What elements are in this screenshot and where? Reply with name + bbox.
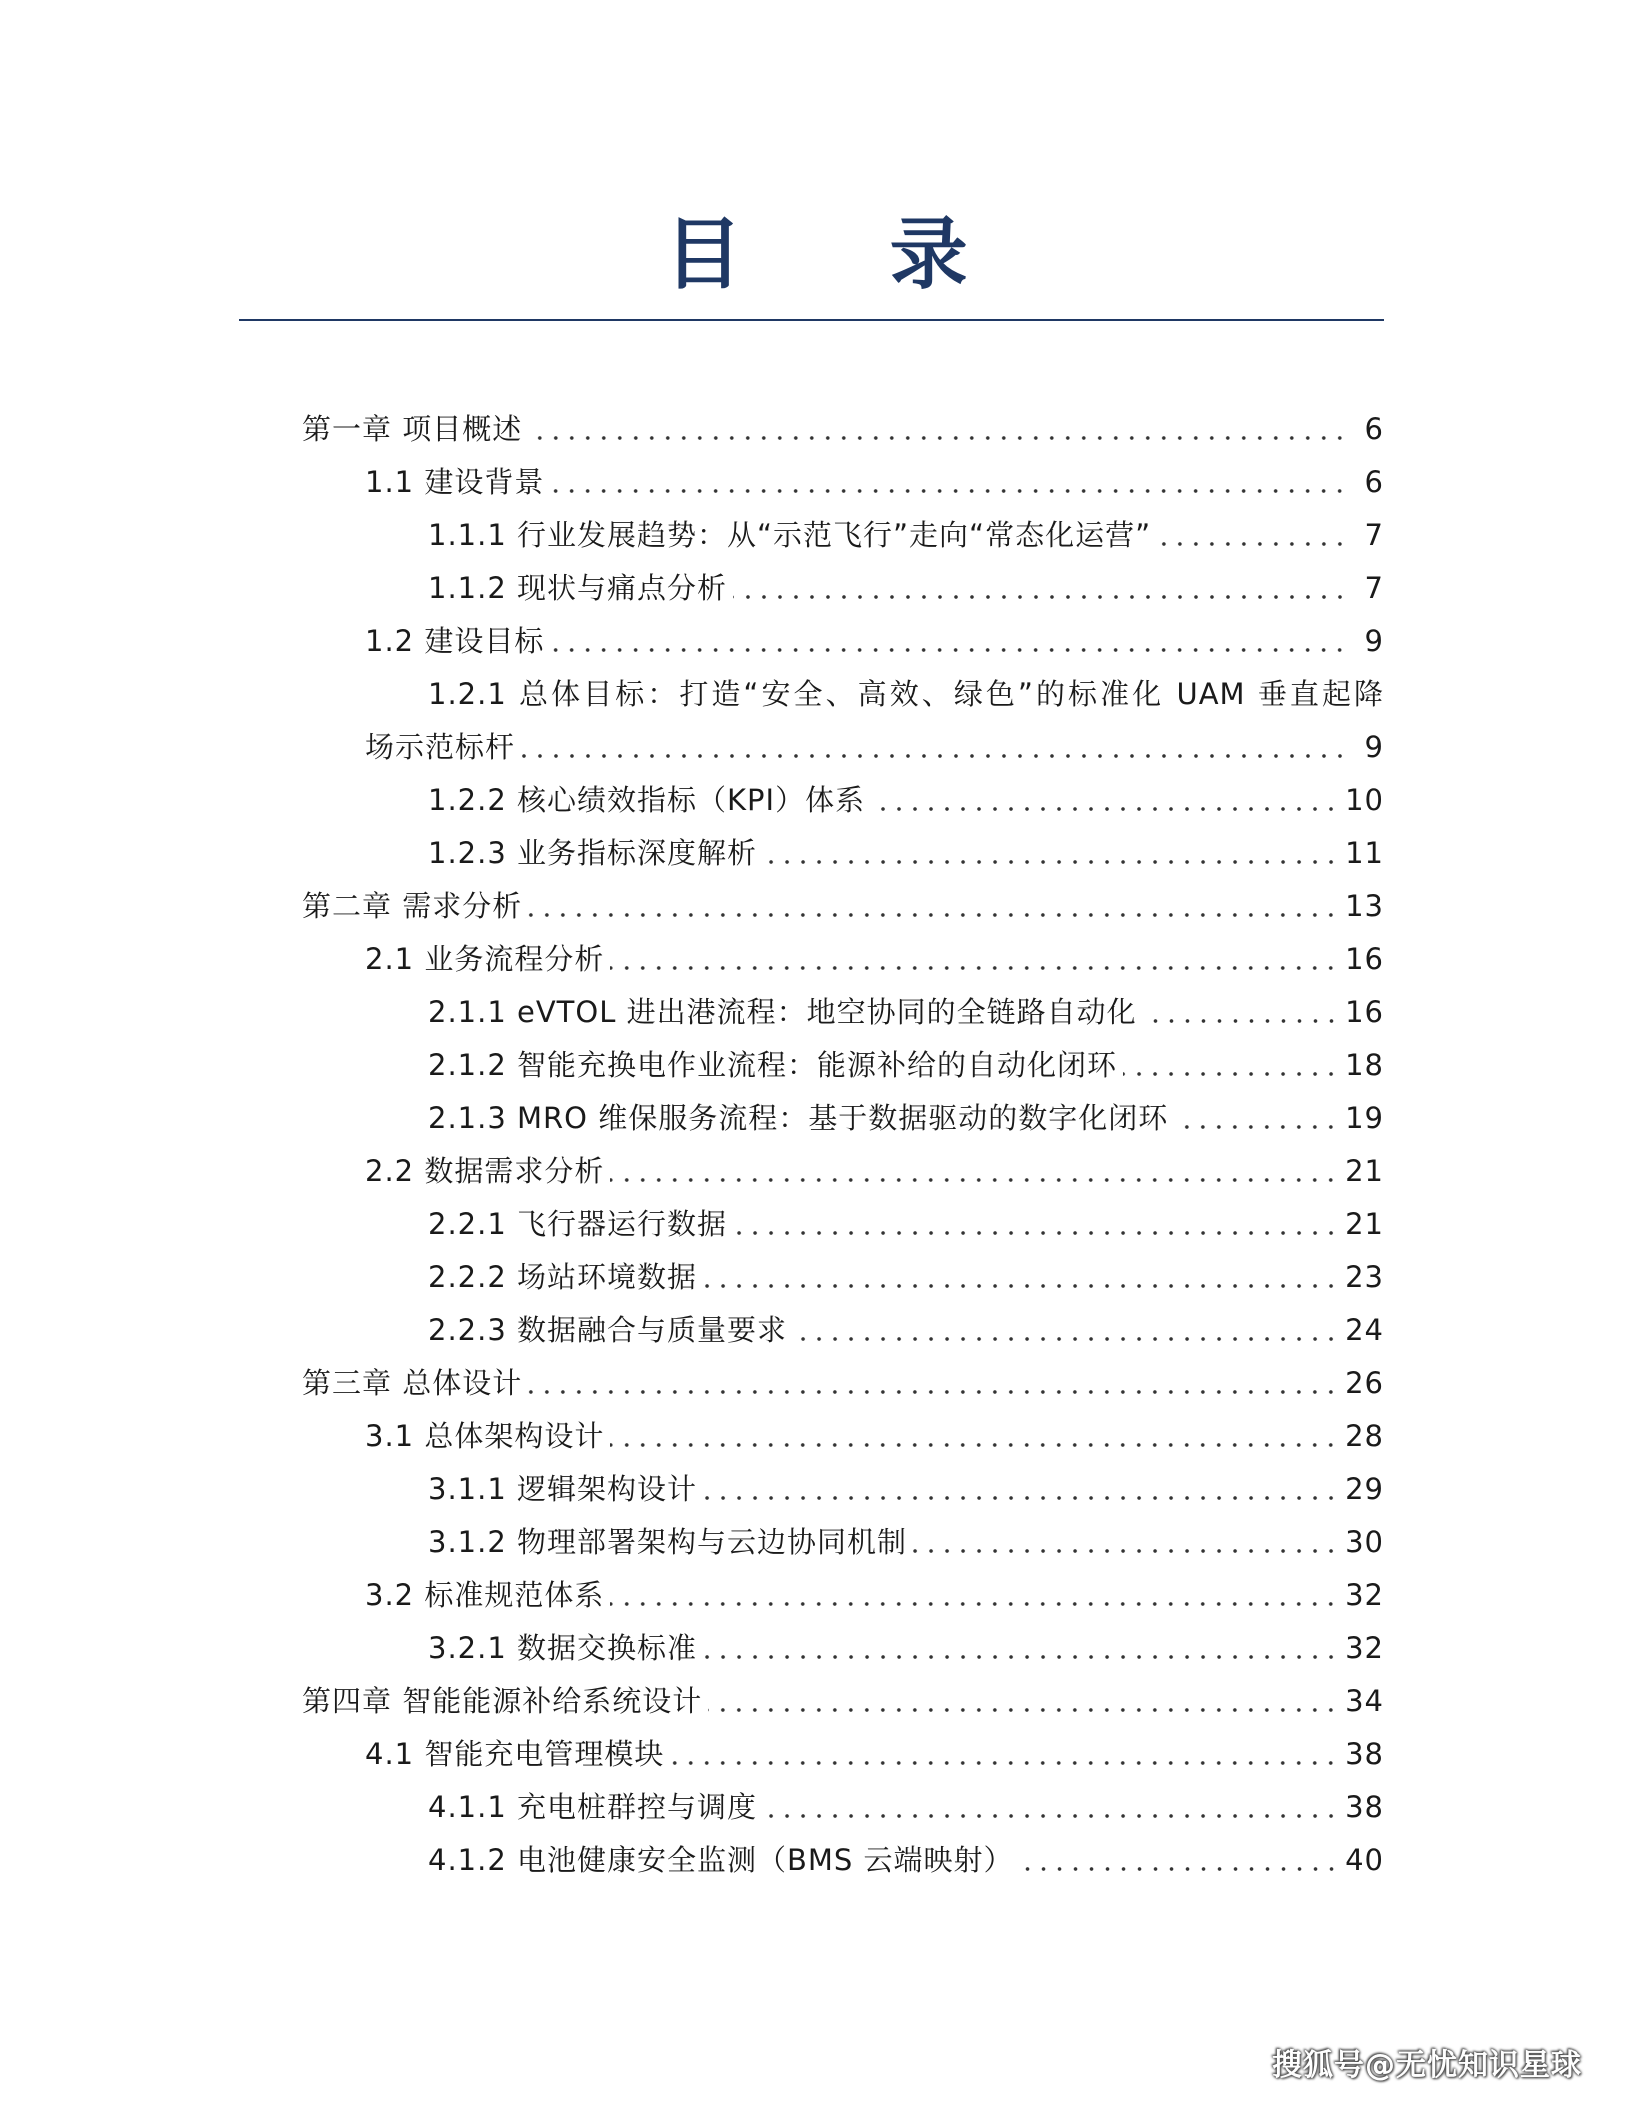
- toc-entry-title: 2.1.1 eVTOL 进出港流程：地空协同的全链路自动化: [428, 994, 1137, 1029]
- toc-entry-page: 18: [1345, 1047, 1384, 1082]
- toc-entry[interactable]: [365, 932, 1384, 985]
- toc-entry-page: 9: [1364, 623, 1384, 658]
- dot-leader: [610, 1601, 1339, 1607]
- toc-entry-title: 1.2.2 核心绩效指标（KPI）体系: [428, 782, 866, 817]
- dot-leader: [703, 1283, 1339, 1289]
- toc-entry-page: 7: [1364, 517, 1384, 552]
- toc-entry-title: 2.1.3 MRO 维保服务流程：基于数据驱动的数字化闭环: [428, 1100, 1169, 1135]
- toc-entry[interactable]: [428, 1091, 1384, 1144]
- dot-leader: [521, 753, 1348, 759]
- toc-entry-title: 3.1.1 逻辑架构设计: [428, 1471, 698, 1506]
- toc-entry[interactable]: [428, 985, 1384, 1038]
- toc-entry-page: 38: [1345, 1736, 1384, 1771]
- toc-entry[interactable]: [365, 1568, 1384, 1621]
- toc-entry-title: 4.1.2 电池健康安全监测（BMS 云端映射）: [428, 1842, 1014, 1877]
- toc-entry-title: 2.2 数据需求分析: [365, 1153, 605, 1188]
- dot-leader: [1157, 541, 1348, 547]
- toc-entry-title: 1.2 建设目标: [365, 623, 545, 658]
- dot-leader: [913, 1548, 1339, 1554]
- dot-leader: [528, 912, 1339, 918]
- toc-entry-title: 第四章 智能能源补给系统设计: [302, 1683, 703, 1718]
- toc-entry-page: 6: [1364, 411, 1384, 446]
- dot-leader: [610, 1177, 1339, 1183]
- dot-leader: [763, 859, 1339, 865]
- toc-entry[interactable]: [428, 1621, 1384, 1674]
- toc-entry[interactable]: [428, 1038, 1384, 1091]
- toc-entry[interactable]: [428, 826, 1384, 879]
- dot-leader: [550, 647, 1348, 653]
- toc-entry-page: 32: [1345, 1577, 1384, 1612]
- dot-leader: [610, 965, 1339, 971]
- toc-entry[interactable]: [365, 455, 1384, 508]
- toc-entry[interactable]: [365, 720, 1384, 773]
- toc-entry[interactable]: [428, 667, 1384, 720]
- toc-entry-title: 3.2.1 数据交换标准: [428, 1630, 698, 1665]
- toc-entry-title: 1.1.2 现状与痛点分析: [428, 570, 728, 605]
- dot-leader: [703, 1654, 1339, 1660]
- toc-entry[interactable]: [428, 1250, 1384, 1303]
- toc-entry-title: 1.1.1 行业发展趋势：从“示范飞行”走向“常态化运营”: [428, 517, 1152, 552]
- toc-entry[interactable]: [428, 1780, 1384, 1833]
- dot-leader: [528, 1389, 1339, 1395]
- toc-entry-page: 26: [1345, 1365, 1384, 1400]
- toc-entry-page: 16: [1345, 994, 1384, 1029]
- toc-entry-page: 21: [1345, 1206, 1384, 1241]
- toc-entry-page: 40: [1345, 1842, 1384, 1877]
- dot-leader: [733, 594, 1348, 600]
- toc-entry-page: 10: [1345, 782, 1384, 817]
- toc-entry-page: 30: [1345, 1524, 1384, 1559]
- toc-entry-page: 9: [1364, 729, 1384, 764]
- toc-entry-page: 19: [1345, 1100, 1384, 1135]
- toc-entry[interactable]: [428, 1197, 1384, 1250]
- dot-leader: [670, 1760, 1339, 1766]
- toc-entry[interactable]: [428, 1303, 1384, 1356]
- toc-entry-title: 3.1 总体架构设计: [365, 1418, 605, 1453]
- toc-entry-page: 38: [1345, 1789, 1384, 1824]
- dot-leader: [1123, 1071, 1339, 1077]
- toc-entry[interactable]: [428, 508, 1384, 561]
- dot-leader: [1020, 1866, 1340, 1872]
- toc-entry-title: 4.1 智能充电管理模块: [365, 1736, 665, 1771]
- toc-entry-title: 1.1 建设背景: [365, 464, 545, 499]
- toc-entry-page: 29: [1345, 1471, 1384, 1506]
- toc-entry[interactable]: [302, 1674, 1384, 1727]
- toc-entry-title: 2.1.2 智能充换电作业流程：能源补给的自动化闭环: [428, 1047, 1118, 1082]
- dot-leader: [703, 1495, 1339, 1501]
- dot-leader: [793, 1336, 1339, 1342]
- toc-entry[interactable]: [428, 561, 1384, 614]
- toc-entry-page: 28: [1345, 1418, 1384, 1453]
- toc-entry[interactable]: [365, 1144, 1384, 1197]
- toc-entry[interactable]: [365, 1409, 1384, 1462]
- toc-entry-title: 3.1.2 物理部署架构与云边协同机制: [428, 1524, 908, 1559]
- dot-leader: [733, 1230, 1339, 1236]
- dot-leader: [708, 1707, 1339, 1713]
- toc-entry[interactable]: [302, 1356, 1384, 1409]
- toc-entry-title: 2.2.3 数据融合与质量要求: [428, 1312, 788, 1347]
- table-of-contents: [0, 402, 1632, 1886]
- toc-entry[interactable]: [302, 402, 1384, 455]
- toc-entry[interactable]: [428, 1515, 1384, 1568]
- toc-entry-title: 1.2.1 总体目标：打造“安全、高效、绿色”的标准化 UAM 垂直起降: [428, 676, 1384, 711]
- toc-entry[interactable]: [428, 1462, 1384, 1515]
- toc-entry-page: 34: [1345, 1683, 1384, 1718]
- toc-entry-title: 2.2.2 场站环境数据: [428, 1259, 698, 1294]
- toc-entry-page: 13: [1345, 888, 1384, 923]
- toc-entry-page: 21: [1345, 1153, 1384, 1188]
- dot-leader: [550, 488, 1348, 494]
- toc-entry[interactable]: [428, 1833, 1384, 1886]
- toc-entry-page: 23: [1345, 1259, 1384, 1294]
- toc-entry-title: 1.2.3 业务指标深度解析: [428, 835, 758, 870]
- toc-entry[interactable]: [302, 879, 1384, 932]
- toc-entry-page: 6: [1364, 464, 1384, 499]
- watermark-text: 搜狐号@无忧知识星球: [1272, 2048, 1582, 2083]
- toc-entry-page: 32: [1345, 1630, 1384, 1665]
- toc-entry-title: 第三章 总体设计: [302, 1365, 523, 1400]
- title-divider: [239, 319, 1384, 321]
- dot-leader: [763, 1813, 1339, 1819]
- toc-entry-title: 2.2.1 飞行器运行数据: [428, 1206, 728, 1241]
- toc-entry-title: 3.2 标准规范体系: [365, 1577, 605, 1612]
- toc-entry-page: 7: [1364, 570, 1384, 605]
- toc-entry-page: 16: [1345, 941, 1384, 976]
- toc-entry[interactable]: [428, 773, 1384, 826]
- dot-leader: [1143, 1018, 1339, 1024]
- toc-title: 目 录: [664, 210, 1028, 300]
- toc-entry[interactable]: [365, 614, 1384, 667]
- toc-entry-title: 2.1 业务流程分析: [365, 941, 605, 976]
- dot-leader: [871, 806, 1339, 812]
- toc-entry-title: 第二章 需求分析: [302, 888, 523, 923]
- toc-entry[interactable]: [365, 1727, 1384, 1780]
- toc-entry-title: 第一章 项目概述: [302, 411, 523, 446]
- toc-entry-page: 11: [1345, 835, 1384, 870]
- dot-leader: [528, 435, 1348, 441]
- dot-leader: [610, 1442, 1339, 1448]
- toc-entry-title: 场示范标杆: [365, 729, 516, 764]
- toc-entry-page: 24: [1345, 1312, 1384, 1347]
- dot-leader: [1174, 1124, 1339, 1130]
- toc-entry-title: 4.1.1 充电桩群控与调度: [428, 1789, 758, 1824]
